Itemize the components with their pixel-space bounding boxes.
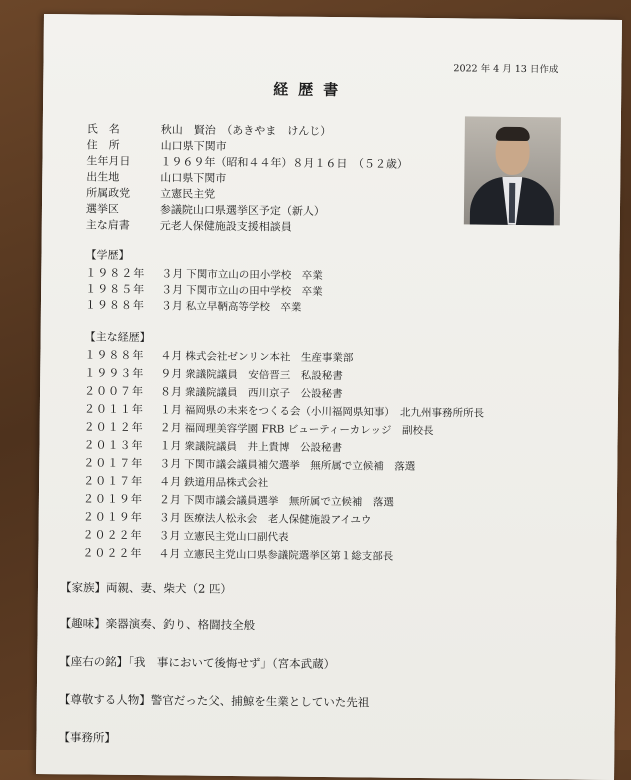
career-event: 株式会社ゼンリン本社 生産事業部 [185, 350, 354, 365]
resume-paper [36, 14, 622, 780]
career-year: ２０１３年 [83, 438, 144, 453]
career-event: 鉄道用品株式会社 [184, 476, 269, 490]
profile-value-party: 立憲民主党 [160, 187, 216, 201]
career-year: １９８８年 [84, 348, 145, 363]
profile-value-district: 参議院山口県選挙区予定（新人） [159, 203, 326, 218]
education-year: １９８８年 [84, 298, 146, 313]
profile-label-birthdate: 生年月日 [86, 154, 131, 168]
profile-label-district: 選挙区 [85, 202, 120, 216]
career-event: 福岡県の未来をつくる会（小川福岡県知事） 北九州事務所所長 [184, 404, 485, 420]
portrait-photo [464, 116, 561, 225]
respected-person-line: 【尊敬する人物】警官だった父、捕鯨を生業としていた先祖 [58, 692, 370, 710]
career-year: ２０１２年 [83, 420, 144, 435]
career-month: ４月 [158, 547, 181, 561]
career-year: １９９３年 [84, 366, 145, 381]
career-year: ２０２２年 [82, 546, 143, 561]
career-year: ２０１９年 [82, 510, 143, 525]
career-month: ４月 [160, 349, 183, 363]
career-year: ２０１９年 [82, 492, 143, 507]
career-year: ２０１７年 [83, 474, 144, 489]
career-month: １月 [159, 403, 182, 417]
career-year: ２０１１年 [83, 402, 144, 417]
career-event: 立憲民主党山口県参議院選挙区第１総支部長 [183, 548, 394, 563]
career-month: ８月 [159, 385, 183, 399]
page-title: 経歴書 [273, 80, 349, 100]
career-month: ３月 [158, 529, 181, 543]
career-month: ２月 [158, 493, 181, 507]
profile-value-address: 山口県下関市 [160, 139, 227, 153]
career-month: １月 [159, 439, 182, 453]
education-year: １９８５年 [85, 282, 146, 297]
career-month: ９月 [160, 367, 183, 381]
career-month: ４月 [159, 475, 182, 489]
education-heading: 【学歴】 [85, 248, 130, 262]
education-event: 下関市立山の田中学校 卒業 [186, 284, 323, 298]
education-event: 私立早鞆高等学校 卒業 [185, 300, 302, 314]
profile-label-party: 所属政党 [86, 186, 131, 200]
career-month: ３月 [158, 511, 181, 525]
education-event: 下関市立山の田小学校 卒業 [186, 268, 323, 282]
family-line: 【家族】両親、妻、柴犬（2 匹） [59, 580, 233, 596]
profile-label-name: 氏 名 [86, 122, 120, 136]
profile-label-birthplace: 出生地 [86, 170, 120, 184]
education-month: ３月 [161, 283, 184, 297]
profile-value-title: 元老人保健施設支援相談員 [159, 219, 292, 234]
profile-value-birthdate: １９６９年（昭和４４年）８月１６日 （５２歳） [160, 155, 409, 171]
profile-label-address: 住 所 [86, 138, 120, 152]
career-event: 立憲民主党山口副代表 [183, 530, 289, 544]
career-event: 衆議院議員 安倍晋三 私設秘書 [185, 368, 343, 383]
education-month: ３月 [161, 267, 184, 281]
profile-value-name: 秋山 賢治 （あきやま けんじ） [160, 123, 332, 139]
career-event: 医療法人松永会 老人保健施設アイユウ [183, 512, 372, 527]
office-line: 【事務所】 [58, 730, 116, 745]
career-month: ２月 [159, 421, 182, 435]
profile-value-birthplace: 山口県下関市 [160, 171, 227, 185]
motto-line: 【座右の銘】「我 事において後悔せず」（宮本武蔵） [59, 654, 336, 672]
career-year: ２００７年 [83, 384, 145, 399]
education-month: ３月 [160, 299, 184, 313]
education-year: １９８２年 [85, 266, 146, 281]
career-year: ２０２２年 [82, 528, 143, 543]
career-event: 下関市議会議員選挙 無所属で立候補 落選 [183, 494, 394, 509]
career-event: 福岡理美容学園 FRB ビューティーカレッジ 副校長 [184, 422, 434, 438]
career-event: 衆議院議員 西川京子 公設秘書 [184, 386, 343, 401]
career-event: 下関市議会議員補欠選挙 無所属で立候補 落選 [184, 458, 416, 473]
profile-label-title: 主な肩書 [85, 218, 130, 232]
career-month: ３月 [159, 457, 182, 471]
career-heading: 【主な経歴】 [84, 330, 151, 345]
career-year: ２０１７年 [83, 456, 144, 471]
career-event: 衆議院議員 井上貴博 公設秘書 [184, 440, 343, 455]
hobby-line: 【趣味】楽器演奏、釣り、格闘技全般 [59, 616, 256, 633]
creation-date: 2022 年 4 月 13 日作成 [453, 63, 559, 76]
